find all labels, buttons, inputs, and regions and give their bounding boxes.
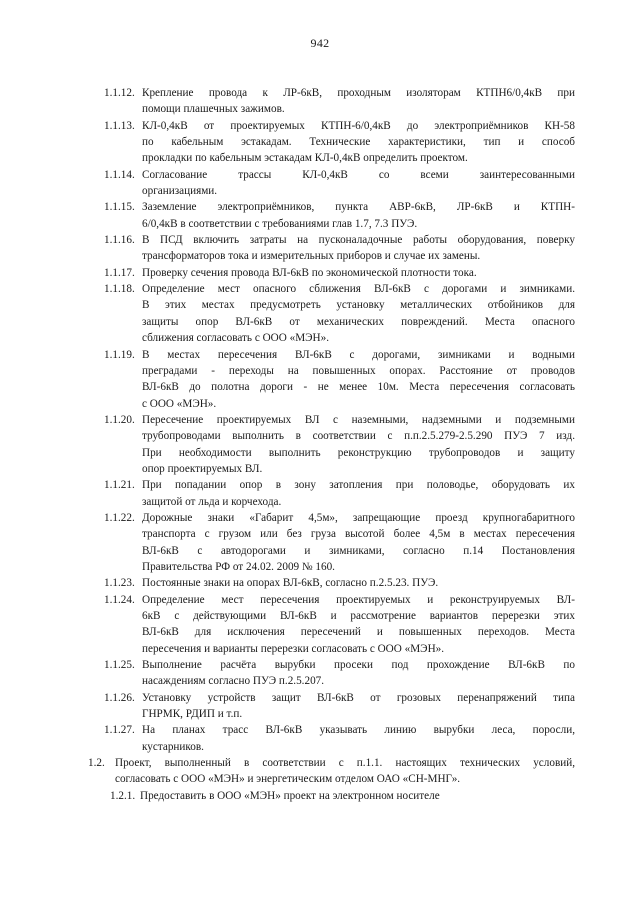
clause-text bbox=[142, 265, 575, 281]
clause-text bbox=[140, 788, 575, 804]
clause-line: пересечения и варианты перерезки согласовать с ООО «МЭН». bbox=[142, 642, 445, 655]
document-body bbox=[0, 85, 640, 804]
clause-1-1-22 bbox=[0, 510, 640, 575]
clause-line: КЛ-0,4кВ от проектируемых КТПН-6/0,4кВ до электроприёмников КН-58 bbox=[142, 119, 575, 132]
clause-line: При необходимости выполнить реконструкцию трубопроводов и защиту bbox=[142, 446, 575, 459]
clause-1-1-20 bbox=[0, 412, 640, 477]
clause-line: кустарников. bbox=[142, 740, 204, 753]
clause-line: Установку устройств защит ВЛ-6кВ от грозовых перенапряжений типа bbox=[142, 691, 575, 704]
clause-number: 1.1.19. bbox=[104, 348, 135, 361]
clause-1-1-16 bbox=[0, 232, 640, 265]
clause-number: 1.1.22. bbox=[104, 511, 135, 524]
clause-line: согласовать с ООО «МЭН» и энергетическим отделом ОАО «СН-МНГ». bbox=[115, 773, 461, 786]
clause-line: Правительства РФ от 24.02. 2009 № 160. bbox=[142, 560, 335, 573]
clause-number: 1.1.14. bbox=[104, 168, 135, 181]
clause-text bbox=[142, 232, 575, 265]
clause-line: ВЛ-6кВ для исключения пересечений и повышенных переходов. Места bbox=[142, 626, 575, 639]
clause-line: 6кВ с действующими ВЛ-6кВ и рассмотрение вариантов перерезки этих bbox=[142, 610, 575, 622]
clause-text bbox=[142, 657, 575, 690]
clause-line: 6/0,4кВ в соответствии с требованиями глав 1.7, 7.3 ПУЭ. bbox=[142, 217, 418, 230]
clause-1-1-17 bbox=[0, 265, 640, 281]
clause-line: организациями. bbox=[142, 185, 218, 198]
clause-line: Проверку сечения провода ВЛ-6кВ по экономической плотности тока. bbox=[142, 266, 477, 279]
clause-1-1-23 bbox=[0, 575, 640, 591]
clause-line: защитой от льда и корчехода. bbox=[142, 495, 282, 508]
clause-text bbox=[142, 167, 575, 200]
clause-line: В местах пересечения ВЛ-6кВ с дорогами, зимниками и водными bbox=[142, 348, 575, 361]
clause-1-1-27 bbox=[0, 722, 640, 755]
clause-line: помощи плашечных зажимов. bbox=[142, 103, 285, 116]
clause-1-1-13 bbox=[0, 118, 640, 167]
clause-line: насаждениям согласно ПУЭ п.2.5.207. bbox=[142, 675, 325, 688]
clause-number: 1.1.27. bbox=[104, 724, 135, 737]
clause-text bbox=[142, 281, 575, 346]
clause-text bbox=[142, 477, 575, 510]
clause-1-1-21 bbox=[0, 477, 640, 510]
clause-line: ВЛ-6кВ с автодорогами и зимниками, согласно п.14 Постановления bbox=[142, 544, 575, 557]
clause-line: На планах трасс ВЛ-6кВ указывать линию вырубки леса, поросли, bbox=[142, 724, 575, 737]
clause-1-2-1 bbox=[0, 788, 640, 804]
clause-line: Определение мест опасного сближения ВЛ-6кВ с дорогами и зимниками. bbox=[142, 283, 575, 296]
clause-number: 1.1.16. bbox=[104, 234, 135, 247]
clause-line: При попадании опор в зону затопления при половодье, оборудовать их bbox=[142, 479, 575, 492]
clause-number: 1.1.23. bbox=[104, 577, 135, 590]
clause-line: по кабельным эстакадам. Технические характеристики, тип и способ bbox=[142, 136, 575, 149]
clause-line: защиты опор ВЛ-6кВ от механических повреждений. Места опасного bbox=[142, 315, 575, 328]
clause-line: трубопроводами выполнить в соответствии с п.п.2.5.279-2.5.290 ПУЭ 7 изд. bbox=[142, 430, 575, 443]
clause-line: трансформаторов тока и измерительных приборов и случае их замены. bbox=[142, 250, 481, 263]
clause-number: 1.2. bbox=[88, 757, 105, 770]
clause-line: В ПСД включить затраты на пусконаладочные работы оборудования, поверку bbox=[142, 234, 575, 247]
page-number: 942 bbox=[310, 36, 330, 50]
clause-line: Предоставить в ООО «МЭН» проект на электронном носителе bbox=[140, 789, 440, 802]
clause-line: Выполнение расчёта вырубки просеки под прохождение ВЛ-6кВ по bbox=[142, 659, 575, 672]
clause-line: Дорожные знаки «Габарит 4,5м», запрещающие проезд крупногабаритного bbox=[142, 511, 575, 524]
clause-line: Постоянные знаки на опорах ВЛ-6кВ, согласно п.2.5.23. ПУЭ. bbox=[142, 577, 439, 590]
clause-text bbox=[142, 412, 575, 477]
clause-number: 1.1.20. bbox=[104, 413, 135, 426]
clause-text bbox=[142, 118, 575, 167]
clause-number: 1.1.21. bbox=[104, 479, 135, 492]
clause-text bbox=[115, 755, 575, 788]
clause-number: 1.1.26. bbox=[104, 691, 135, 704]
clause-line: опор проектируемых ВЛ. bbox=[142, 462, 263, 475]
clause-text bbox=[142, 347, 575, 412]
clause-number: 1.1.24. bbox=[104, 593, 135, 606]
clause-text bbox=[142, 722, 575, 755]
clause-1-1-24 bbox=[0, 592, 640, 657]
clause-line: Заземление электроприёмников, пункта АВР-6кВ, ЛР-6кВ и КТПН- bbox=[142, 201, 575, 214]
clause-number: 1.1.13. bbox=[104, 119, 135, 132]
clause-line: Определение мест пересечения проектируемых и реконструируемых ВЛ- bbox=[142, 593, 575, 606]
clause-1-1-14 bbox=[0, 167, 640, 200]
clause-line: Согласование трассы КЛ-0,4кВ со всеми заинтересованными bbox=[142, 168, 575, 181]
clause-line: прокладки по кабельным эстакадам КЛ-0,4кВ определить проектом. bbox=[142, 152, 468, 165]
clause-line: Проект, выполненный в соответствии с п.1.1. настоящих технических условий, bbox=[115, 757, 575, 770]
clause-text bbox=[142, 199, 575, 232]
clause-line: транспорта с грузом или без груза высотой более 4,5м в местах пересечения bbox=[142, 528, 575, 541]
clause-number: 1.1.17. bbox=[104, 266, 135, 279]
clause-1-1-18 bbox=[0, 281, 640, 346]
clause-line: сближения согласовать с ООО «МЭН». bbox=[142, 332, 330, 345]
clause-number: 1.1.18. bbox=[104, 283, 135, 296]
clause-line: с ООО «МЭН». bbox=[142, 397, 217, 410]
clause-1-1-25 bbox=[0, 657, 640, 690]
clause-line: ВЛ-6кВ до полотна дороги - не менее 10м. Места пересечения согласовать bbox=[142, 381, 575, 394]
clause-number: 1.1.12. bbox=[104, 87, 135, 99]
clause-1-1-15 bbox=[0, 199, 640, 232]
clause-line: преградами - переходы на повышенных опорах. Расстояние от проводов bbox=[142, 364, 575, 377]
clause-text bbox=[142, 592, 575, 657]
clause-line: В этих местах предусмотреть установку металлических отбойников для bbox=[142, 299, 575, 312]
clause-number: 1.1.15. bbox=[104, 201, 135, 214]
clause-text bbox=[142, 690, 575, 723]
clause-1-1-19 bbox=[0, 347, 640, 412]
clause-line: Пересечение проектируемых ВЛ с наземными, надземными и подземными bbox=[142, 413, 575, 426]
clause-1-1-12 bbox=[0, 85, 640, 118]
clause-text bbox=[142, 510, 575, 575]
clause-number: 1.1.25. bbox=[104, 659, 135, 672]
clause-line: Крепление провода к ЛР-6кВ, проходным изоляторам КТПН6/0,4кВ при bbox=[142, 87, 575, 99]
clause-line: ГНРМК, РДИП и т.п. bbox=[142, 708, 243, 721]
clause-text bbox=[142, 85, 575, 118]
clause-number: 1.2.1. bbox=[110, 789, 136, 802]
clause-text bbox=[142, 575, 575, 591]
clause-1-2 bbox=[0, 755, 640, 788]
clause-1-1-26 bbox=[0, 690, 640, 723]
